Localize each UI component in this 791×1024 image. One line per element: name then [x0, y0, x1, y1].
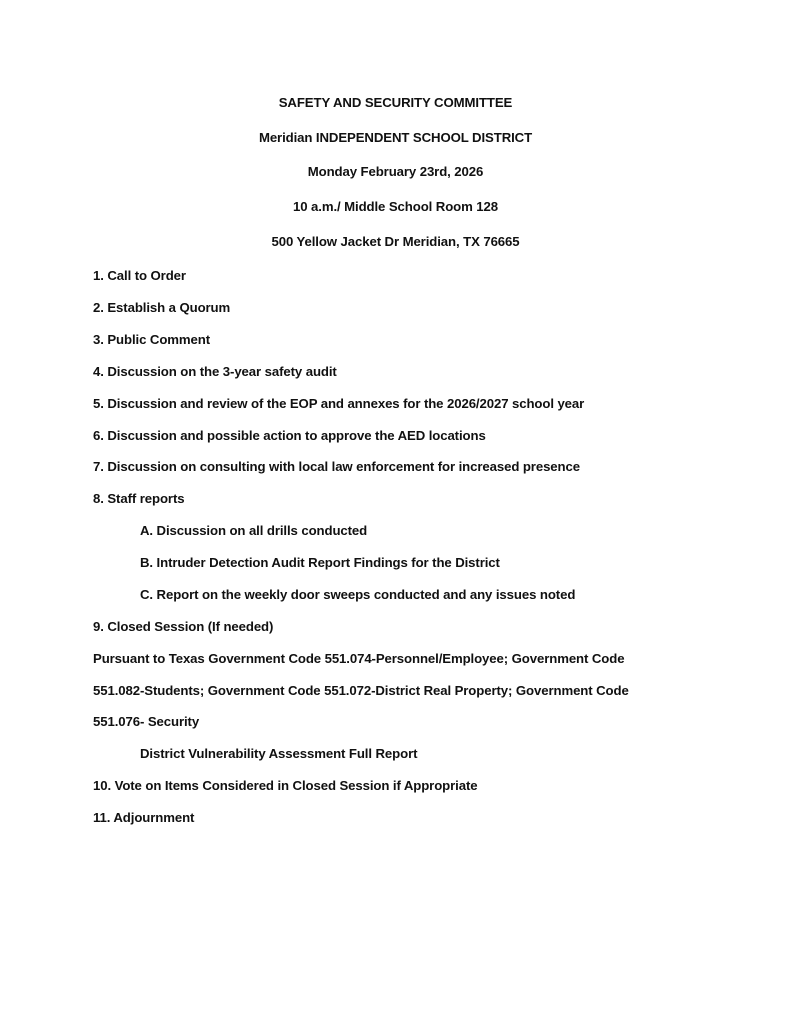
meeting-date: Monday February 23rd, 2026: [307, 164, 484, 179]
agenda-subitem-8c: C. Report on the weekly door sweeps conducted and any issues noted: [140, 587, 576, 602]
closed-session-text-line-2: 551.082-Students; Government Code 551.072-District Real Property; Government Code: [93, 683, 629, 698]
agenda-item-3: 3. Public Comment: [93, 332, 211, 347]
agenda-item-10: 10. Vote on Items Considered in Closed Session if Appropriate: [93, 778, 478, 793]
agenda-item-5: 5. Discussion and review of the EOP and annexes for the 2026/2027 school year: [93, 396, 585, 411]
agenda-item-11: 11. Adjournment: [93, 810, 195, 825]
agenda-subitem-8b: B. Intruder Detection Audit Report Findings for the District: [140, 555, 500, 570]
closed-session-subitem: District Vulnerability Assessment Full Report: [140, 746, 418, 761]
agenda-subitem-8a: A. Discussion on all drills conducted: [140, 523, 368, 538]
meeting-address: 500 Yellow Jacket Dr Meridian, TX 76665: [271, 234, 520, 249]
closed-session-text-line-3: 551.076- Security: [93, 714, 200, 729]
agenda-item-1: 1. Call to Order: [93, 268, 186, 283]
committee-title: SAFETY AND SECURITY COMMITTEE: [278, 95, 513, 110]
agenda-item-9: 9. Closed Session (If needed): [93, 619, 274, 634]
closed-session-text-line-1: Pursuant to Texas Government Code 551.074-Personnel/Employee; Government Code: [93, 651, 625, 666]
district-name: Meridian INDEPENDENT SCHOOL DISTRICT: [258, 130, 533, 145]
agenda-item-2: 2. Establish a Quorum: [93, 300, 231, 315]
agenda-item-7: 7. Discussion on consulting with local law enforcement for increased presence: [93, 459, 580, 474]
agenda-item-8: 8. Staff reports: [93, 491, 185, 506]
meeting-time-location: 10 a.m./ Middle School Room 128: [292, 199, 499, 214]
agenda-item-6: 6. Discussion and possible action to approve the AED locations: [93, 428, 486, 443]
agenda-item-4: 4. Discussion on the 3-year safety audit: [93, 364, 337, 379]
